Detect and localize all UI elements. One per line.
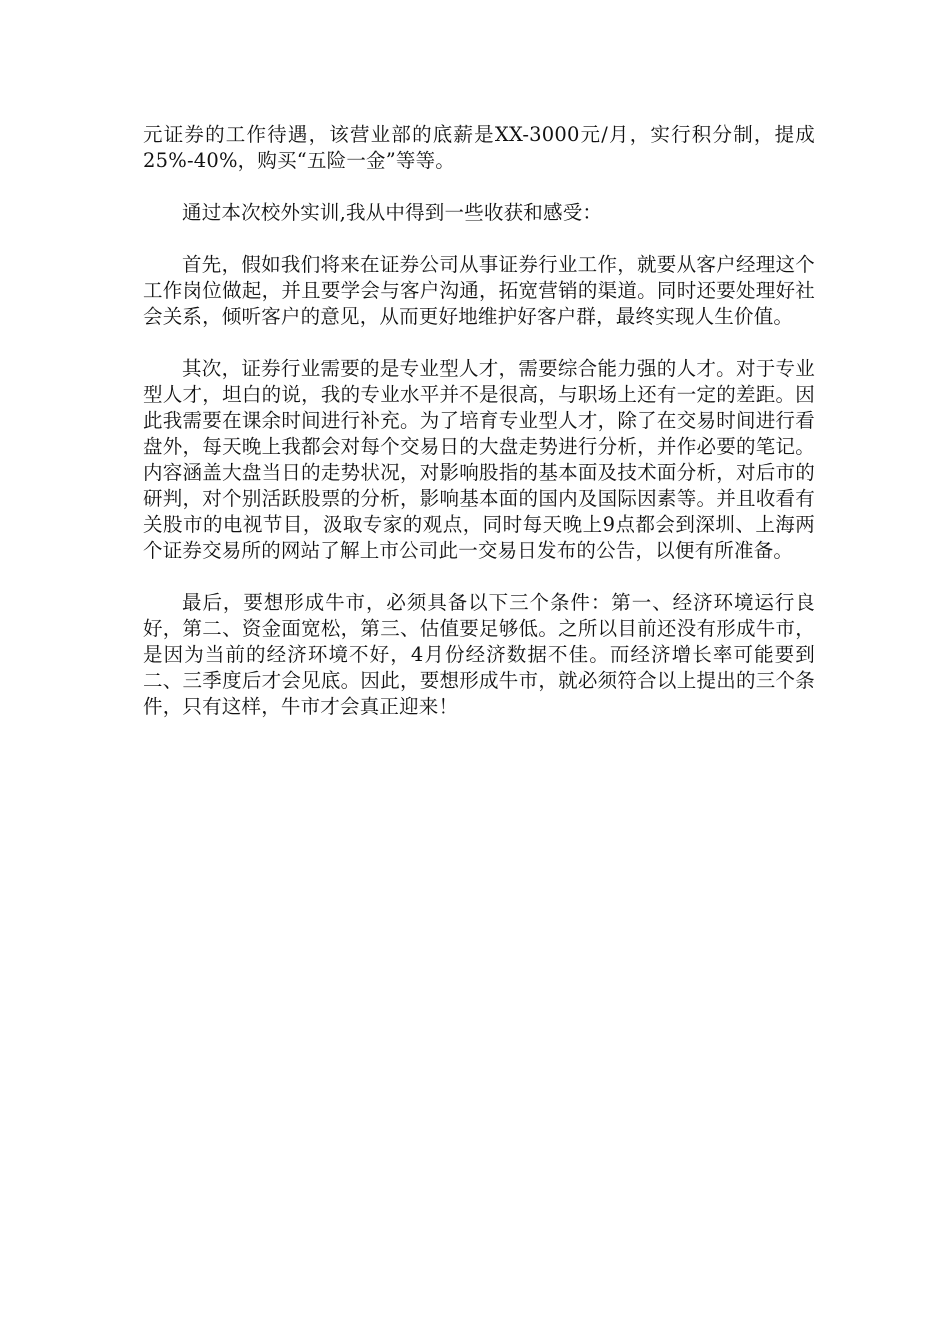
paragraph-second: 其次，证券行业需要的是专业型人才，需要综合能力强的人才。对于专业型人才，坦白的说，我的专业水平并不是很高，与职场上还有一定的差距。因此我需要在课余时间进行补充。为了培育专业型人才，除了在交易时间进行看盘外，每天晚上我都会对每个交易日的大盘走势进行分析，并作必要的笔记。内容涵盖大盘当日的走势状况，对影响股指的基本面及技术面分析，对后市的研判，对个别活跃股票的分析，影响基本面的国内及国际因素等。并且收看有关股市的电视节目，汲取专家的观点，同时每天晚上9点都会到深圳、上海两个证券交易所的网站了解上市公司此一交易日发布的公告，以便有所准备。 [143, 357, 815, 562]
paragraph-continued: 元证券的工作待遇，该营业部的底薪是XX-3000元/月，实行积分制，提成25%-40%，购买“五险一金”等等。 [143, 123, 815, 172]
document-body [143, 122, 815, 746]
paragraph-first: 首先，假如我们将来在证券公司从事证券行业工作，就要从客户经理这个工作岗位做起，并且要学会与客户沟通，拓宽营销的渠道。同时还要处理好社会关系，倾听客户的意见，从而更好地维护好客户群，最终实现人生价值。 [143, 253, 815, 328]
paragraph-intro: 通过本次校外实训,我从中得到一些收获和感受： [182, 201, 603, 224]
paragraph-last: 最后，要想形成牛市，必须具备以下三个条件：第一、经济环境运行良好，第二、资金面宽松，第三、估值要足够低。之所以目前还没有形成牛市，是因为当前的经济环境不好，4月份经济数据不佳。而经济增长率可能要到二、三季度后才会见底。因此，要想形成牛市，就必须符合以上提出的三个条件，只有这样，牛市才会真正迎来！ [143, 591, 815, 718]
